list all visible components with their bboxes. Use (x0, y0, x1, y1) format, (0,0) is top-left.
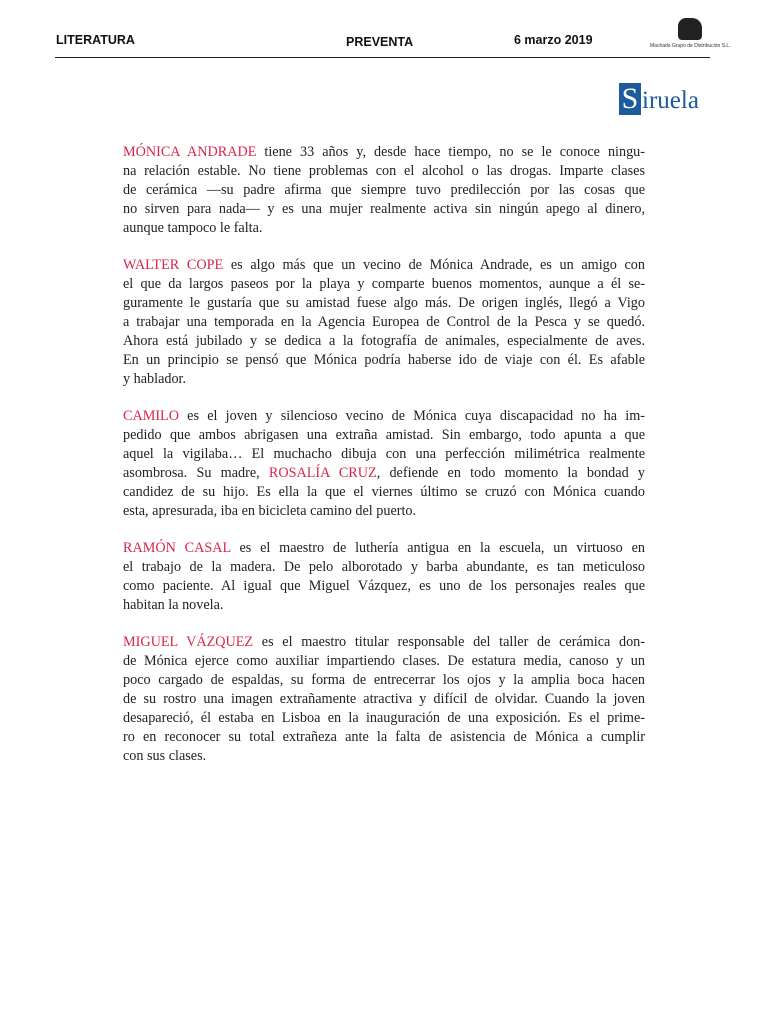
publisher-logo-text: iruela (642, 87, 699, 114)
text-segment: , defiende en todo momento la bondad y (376, 465, 645, 481)
text-segment: es el maestro titular responsable del taller de cerámica don- (253, 634, 645, 650)
text-segment: de cerámica —su padre afirma que siempre tuvo predilección por las cosas que (123, 182, 645, 198)
text-segment: no sirven para nada— y es una mujer realmente activa sin ningún apego al dinero, (123, 201, 645, 217)
text-line (123, 539, 645, 558)
character-paragraph (123, 256, 645, 389)
character-name: MÓNICA ANDRADE (123, 144, 257, 160)
text-segment: aquel la vigilaba… El muchacho dibuja con una perfección milimétrica realmente (123, 446, 645, 462)
text-line (123, 426, 645, 445)
text-line (123, 143, 645, 162)
text-line (123, 596, 645, 615)
text-segment: candidez de su hijo. Es ella la que el viernes último se cruzó con Mónica cuando (123, 484, 645, 500)
text-line (123, 370, 645, 389)
text-segment: es algo más que un vecino de Mónica Andrade, es un amigo con (223, 257, 645, 273)
text-line (123, 332, 645, 351)
text-segment: a trabajar una temporada en la Agencia Europea de Control de la Pesca y se quedó. (123, 314, 645, 330)
text-segment: tiene 33 años y, desde hace tiempo, no se le conoce ningu- (256, 144, 645, 160)
text-segment: aunque tampoco le falta. (123, 220, 263, 236)
status-label: PREVENTA (346, 35, 414, 49)
text-segment: ro en reconocer su total extrañeza ante la falta de asistencia de Mónica a cumplir (123, 729, 645, 745)
text-segment: guramente le gustaría que su amistad fuese algo más. De origen inglés, llegó a Vigo (123, 295, 645, 311)
text-line (123, 445, 645, 464)
text-line (123, 162, 645, 181)
text-line (123, 219, 645, 238)
date-label: 6 marzo 2019 (514, 33, 593, 47)
text-segment: na relación estable. No tiene problemas con el alcohol o las drogas. Imparte clases (123, 163, 645, 179)
text-line (123, 407, 645, 426)
text-line (123, 313, 645, 332)
text-line (123, 747, 645, 766)
text-line (123, 690, 645, 709)
text-segment: como paciente. Al igual que Miguel Vázquez, es uno de los personajes reales que (123, 578, 645, 594)
text-segment: es el joven y silencioso vecino de Mónica cuya discapacidad no ha im- (178, 408, 645, 424)
text-segment: con sus clases. (123, 748, 207, 764)
character-paragraph (123, 539, 645, 615)
character-paragraph (123, 407, 645, 521)
character-paragraph (123, 633, 645, 766)
character-name: RAMÓN CASAL (123, 540, 231, 556)
text-segment: de su rostro una imagen extrañamente atractiva y difícil de olvidar. Cuando la joven (123, 691, 645, 707)
text-line (123, 502, 645, 521)
text-segment: el que da largos paseos por la playa y comparte buenos momentos, aunque a él se- (123, 276, 645, 292)
text-segment: asombrosa. Su madre, (123, 465, 269, 481)
text-segment: esta, apresurada, iba en bicicleta camino del puerto. (123, 503, 417, 519)
text-segment: En un principio se pensó que Mónica podría haberse ido de viaje con él. Es afable (123, 352, 645, 368)
text-segment: habitan la novela. (123, 597, 224, 613)
text-segment: poco cargado de espaldas, su forma de entrecerrar los ojos y la amplia boca hacen (123, 672, 645, 688)
character-name: MIGUEL VÁZQUEZ (123, 634, 254, 650)
text-segment: y hablador. (123, 371, 187, 387)
character-name: WALTER COPE (123, 257, 224, 273)
text-segment: es el maestro de luthería antigua en la escuela, un virtuoso en (230, 540, 645, 556)
text-line (123, 671, 645, 690)
text-line (123, 275, 645, 294)
text-line (123, 483, 645, 502)
text-line (123, 256, 645, 275)
distributor-logo (650, 18, 731, 56)
text-segment: el trabajo de la madera. De pelo alborotado y barba abundante, es tan meticuloso (123, 559, 645, 575)
text-line (123, 558, 645, 577)
distributor-logo-icon (678, 18, 702, 40)
text-line (123, 633, 645, 652)
text-line (123, 652, 645, 671)
header-divider (55, 57, 710, 58)
text-segment: Ahora está jubilado y se dedica a la fotografía de animales, especialmente de aves. (123, 333, 645, 349)
text-line (123, 728, 645, 747)
text-line (123, 577, 645, 596)
text-segment: de Mónica ejerce como auxiliar impartiendo clases. De estatura media, canoso y un (123, 653, 645, 669)
character-descriptions (123, 143, 645, 784)
text-segment: desapareció, él estaba en Lisboa en la inauguración de una exposición. Es el prime- (123, 710, 645, 726)
text-line (123, 709, 645, 728)
section-label: LITERATURA (56, 33, 135, 47)
character-paragraph (123, 143, 645, 238)
text-line (123, 464, 645, 483)
character-name: ROSALÍA CRUZ (268, 465, 377, 481)
text-segment: pedido que ambos abrigasen una extraña amistad. Sin embargo, todo apunta a que (123, 427, 645, 443)
text-line (123, 294, 645, 313)
publisher-logo-initial: S (619, 83, 641, 115)
text-line (123, 351, 645, 370)
distributor-logo-text: Machado Grupo de Distribución S.L. (650, 43, 731, 49)
character-name: CAMILO (123, 408, 179, 424)
text-line (123, 181, 645, 200)
text-line (123, 200, 645, 219)
publisher-logo (619, 83, 699, 115)
